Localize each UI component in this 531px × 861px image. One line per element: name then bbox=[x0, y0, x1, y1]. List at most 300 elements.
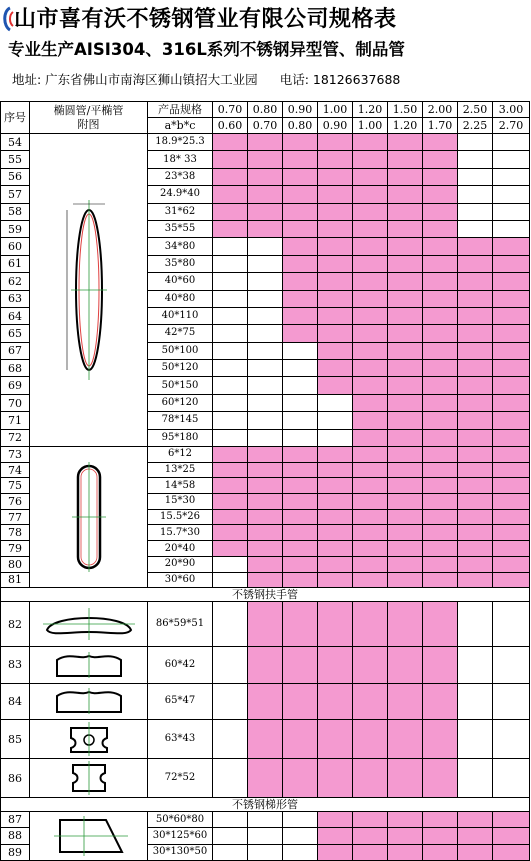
unavailable-cell bbox=[213, 342, 248, 359]
available-cell bbox=[493, 429, 530, 446]
available-cell bbox=[388, 828, 423, 844]
available-cell bbox=[423, 255, 458, 272]
table-row bbox=[1, 647, 530, 683]
row-spec: 40*80 bbox=[148, 290, 213, 307]
available-cell bbox=[353, 602, 388, 647]
available-cell bbox=[213, 168, 248, 185]
available-cell bbox=[388, 394, 423, 411]
col-figure-line2: 附图 bbox=[77, 117, 100, 131]
available-cell bbox=[423, 186, 458, 203]
available-cell bbox=[423, 812, 458, 828]
row-spec: 15.5*26 bbox=[148, 509, 213, 525]
row-seq: 81 bbox=[1, 572, 30, 588]
available-cell bbox=[423, 720, 458, 759]
available-cell bbox=[458, 509, 493, 525]
unavailable-cell bbox=[318, 429, 353, 446]
available-cell bbox=[248, 720, 283, 759]
available-cell bbox=[318, 844, 353, 860]
available-cell bbox=[423, 151, 458, 168]
available-cell bbox=[248, 494, 283, 510]
available-cell bbox=[423, 556, 458, 572]
row-seq: 89 bbox=[1, 844, 30, 860]
thickness-bottom: 0.80 bbox=[283, 118, 318, 134]
available-cell bbox=[423, 307, 458, 324]
available-cell bbox=[353, 203, 388, 220]
available-cell bbox=[318, 255, 353, 272]
unavailable-cell bbox=[458, 203, 493, 220]
available-cell bbox=[283, 186, 318, 203]
available-cell bbox=[318, 377, 353, 394]
available-cell bbox=[423, 342, 458, 359]
row-spec: 24.9*40 bbox=[148, 186, 213, 203]
available-cell bbox=[493, 447, 530, 463]
available-cell bbox=[458, 307, 493, 324]
available-cell bbox=[423, 360, 458, 377]
col-seq-header: 序号 bbox=[1, 102, 30, 134]
unavailable-cell bbox=[458, 168, 493, 185]
available-cell bbox=[283, 647, 318, 683]
available-cell bbox=[493, 844, 530, 860]
thickness-top: 1.00 bbox=[318, 102, 353, 118]
unavailable-cell bbox=[283, 394, 318, 411]
unavailable-cell bbox=[213, 647, 248, 683]
available-cell bbox=[353, 572, 388, 588]
row-seq: 77 bbox=[1, 509, 30, 525]
row-spec: 42*75 bbox=[148, 325, 213, 342]
available-cell bbox=[248, 556, 283, 572]
available-cell bbox=[353, 168, 388, 185]
table-row bbox=[1, 447, 530, 463]
row-spec: 65*47 bbox=[148, 683, 213, 719]
available-cell bbox=[388, 541, 423, 557]
row-seq: 73 bbox=[1, 447, 30, 463]
available-cell bbox=[493, 342, 530, 359]
available-cell bbox=[353, 720, 388, 759]
available-cell bbox=[353, 429, 388, 446]
unavailable-cell bbox=[493, 683, 530, 719]
flat-oval-tube-diagram bbox=[64, 458, 114, 576]
available-cell bbox=[388, 509, 423, 525]
available-cell bbox=[318, 307, 353, 324]
available-cell bbox=[353, 447, 388, 463]
available-cell bbox=[423, 134, 458, 151]
figure-cell bbox=[30, 812, 148, 861]
available-cell bbox=[388, 255, 423, 272]
available-cell bbox=[353, 325, 388, 342]
available-cell bbox=[493, 541, 530, 557]
unavailable-cell bbox=[248, 429, 283, 446]
available-cell bbox=[353, 494, 388, 510]
available-cell bbox=[318, 572, 353, 588]
available-cell bbox=[388, 602, 423, 647]
available-cell bbox=[283, 602, 318, 647]
available-cell bbox=[283, 307, 318, 324]
row-spec: 34*80 bbox=[148, 238, 213, 255]
available-cell bbox=[283, 478, 318, 494]
unavailable-cell bbox=[213, 307, 248, 324]
available-cell bbox=[318, 220, 353, 237]
available-cell bbox=[318, 478, 353, 494]
available-cell bbox=[493, 377, 530, 394]
available-cell bbox=[388, 447, 423, 463]
available-cell bbox=[318, 462, 353, 478]
available-cell bbox=[248, 759, 283, 798]
oval-tube-diagram bbox=[59, 190, 119, 390]
row-seq: 56 bbox=[1, 168, 30, 185]
available-cell bbox=[388, 812, 423, 828]
available-cell bbox=[458, 525, 493, 541]
unavailable-cell bbox=[213, 828, 248, 844]
figure-cell bbox=[30, 720, 148, 759]
row-seq: 60 bbox=[1, 238, 30, 255]
thickness-bottom: 1.00 bbox=[353, 118, 388, 134]
available-cell bbox=[493, 255, 530, 272]
row-seq: 67 bbox=[1, 342, 30, 359]
available-cell bbox=[283, 541, 318, 557]
col-figure-header bbox=[30, 102, 148, 134]
available-cell bbox=[283, 203, 318, 220]
figure-cell bbox=[30, 602, 148, 647]
available-cell bbox=[353, 478, 388, 494]
available-cell bbox=[458, 812, 493, 828]
available-cell bbox=[388, 647, 423, 683]
available-cell bbox=[423, 325, 458, 342]
unavailable-cell bbox=[213, 572, 248, 588]
available-cell bbox=[353, 647, 388, 683]
available-cell bbox=[248, 447, 283, 463]
available-cell bbox=[283, 556, 318, 572]
row-spec: 50*120 bbox=[148, 360, 213, 377]
table-row bbox=[1, 134, 530, 151]
unavailable-cell bbox=[248, 844, 283, 860]
available-cell bbox=[458, 377, 493, 394]
available-cell bbox=[353, 541, 388, 557]
col-figure-line1: 椭圆管/平椭管 bbox=[53, 104, 124, 118]
available-cell bbox=[283, 325, 318, 342]
unavailable-cell bbox=[213, 844, 248, 860]
available-cell bbox=[493, 238, 530, 255]
unavailable-cell bbox=[493, 647, 530, 683]
available-cell bbox=[318, 290, 353, 307]
available-cell bbox=[318, 602, 353, 647]
available-cell bbox=[388, 186, 423, 203]
unavailable-cell bbox=[283, 429, 318, 446]
thickness-top: 0.80 bbox=[248, 102, 283, 118]
thickness-bottom: 1.20 bbox=[388, 118, 423, 134]
available-cell bbox=[423, 203, 458, 220]
available-cell bbox=[423, 377, 458, 394]
row-spec: 63*43 bbox=[148, 720, 213, 759]
available-cell bbox=[248, 134, 283, 151]
available-cell bbox=[423, 828, 458, 844]
unavailable-cell bbox=[493, 602, 530, 647]
available-cell bbox=[423, 602, 458, 647]
unavailable-cell bbox=[493, 186, 530, 203]
available-cell bbox=[423, 220, 458, 237]
row-spec: 30*125*60 bbox=[148, 828, 213, 844]
page-title: 山市喜有沃不锈钢管业有限公司规格表 bbox=[14, 6, 397, 32]
unavailable-cell bbox=[283, 377, 318, 394]
row-seq: 75 bbox=[1, 478, 30, 494]
handrail-profile-b-diagram bbox=[39, 650, 139, 680]
available-cell bbox=[248, 203, 283, 220]
available-cell bbox=[213, 462, 248, 478]
available-cell bbox=[213, 447, 248, 463]
available-cell bbox=[283, 572, 318, 588]
table-row bbox=[1, 602, 530, 647]
row-spec: 50*60*80 bbox=[148, 812, 213, 828]
available-cell bbox=[213, 494, 248, 510]
row-seq: 76 bbox=[1, 494, 30, 510]
row-spec: 60*120 bbox=[148, 394, 213, 411]
unavailable-cell bbox=[493, 134, 530, 151]
row-seq: 58 bbox=[1, 203, 30, 220]
available-cell bbox=[388, 844, 423, 860]
available-cell bbox=[423, 844, 458, 860]
available-cell bbox=[458, 429, 493, 446]
address-text: 地址: 广东省佛山市南海区狮山镇招大工业园 bbox=[12, 72, 258, 87]
thickness-bottom: 2.25 bbox=[458, 118, 493, 134]
unavailable-cell bbox=[213, 360, 248, 377]
available-cell bbox=[318, 541, 353, 557]
row-spec: 18.9*25.3 bbox=[148, 134, 213, 151]
available-cell bbox=[458, 360, 493, 377]
unavailable-cell bbox=[458, 602, 493, 647]
available-cell bbox=[493, 325, 530, 342]
available-cell bbox=[493, 478, 530, 494]
available-cell bbox=[318, 360, 353, 377]
available-cell bbox=[493, 828, 530, 844]
row-seq: 54 bbox=[1, 134, 30, 151]
available-cell bbox=[458, 478, 493, 494]
section-title: 不锈钢扶手管 bbox=[1, 588, 530, 602]
available-cell bbox=[388, 290, 423, 307]
available-cell bbox=[423, 429, 458, 446]
available-cell bbox=[423, 447, 458, 463]
row-spec: 40*60 bbox=[148, 273, 213, 290]
available-cell bbox=[493, 360, 530, 377]
thickness-bottom: 0.90 bbox=[318, 118, 353, 134]
unavailable-cell bbox=[283, 360, 318, 377]
row-spec: 50*150 bbox=[148, 377, 213, 394]
available-cell bbox=[283, 134, 318, 151]
section-row bbox=[1, 588, 530, 602]
available-cell bbox=[423, 412, 458, 429]
unavailable-cell bbox=[458, 647, 493, 683]
available-cell bbox=[213, 509, 248, 525]
available-cell bbox=[318, 168, 353, 185]
available-cell bbox=[388, 220, 423, 237]
available-cell bbox=[423, 462, 458, 478]
available-cell bbox=[318, 238, 353, 255]
available-cell bbox=[388, 238, 423, 255]
available-cell bbox=[423, 572, 458, 588]
unavailable-cell bbox=[458, 720, 493, 759]
unavailable-cell bbox=[248, 812, 283, 828]
thickness-bottom: 2.70 bbox=[493, 118, 530, 134]
available-cell bbox=[353, 307, 388, 324]
unavailable-cell bbox=[213, 394, 248, 411]
row-spec: 13*25 bbox=[148, 462, 213, 478]
available-cell bbox=[318, 447, 353, 463]
unavailable-cell bbox=[248, 828, 283, 844]
available-cell bbox=[248, 220, 283, 237]
table-row bbox=[1, 759, 530, 798]
row-seq: 85 bbox=[1, 720, 30, 759]
available-cell bbox=[493, 812, 530, 828]
handrail-profile-a-diagram bbox=[39, 602, 139, 646]
available-cell bbox=[213, 478, 248, 494]
available-cell bbox=[318, 525, 353, 541]
unavailable-cell bbox=[493, 759, 530, 798]
available-cell bbox=[493, 556, 530, 572]
available-cell bbox=[353, 220, 388, 237]
row-seq: 64 bbox=[1, 307, 30, 324]
available-cell bbox=[493, 307, 530, 324]
unavailable-cell bbox=[283, 844, 318, 860]
available-cell bbox=[213, 220, 248, 237]
unavailable-cell bbox=[213, 255, 248, 272]
available-cell bbox=[353, 525, 388, 541]
section-title: 不锈钢梯形管 bbox=[1, 798, 530, 812]
unavailable-cell bbox=[213, 412, 248, 429]
available-cell bbox=[318, 273, 353, 290]
row-seq: 63 bbox=[1, 290, 30, 307]
available-cell bbox=[318, 759, 353, 798]
available-cell bbox=[318, 342, 353, 359]
row-spec: 15.7*30 bbox=[148, 525, 213, 541]
available-cell bbox=[248, 647, 283, 683]
available-cell bbox=[213, 134, 248, 151]
unavailable-cell bbox=[248, 238, 283, 255]
available-cell bbox=[353, 255, 388, 272]
table-row bbox=[1, 683, 530, 719]
row-spec: 78*145 bbox=[148, 412, 213, 429]
row-seq: 61 bbox=[1, 255, 30, 272]
available-cell bbox=[353, 844, 388, 860]
unavailable-cell bbox=[458, 220, 493, 237]
available-cell bbox=[388, 325, 423, 342]
available-cell bbox=[283, 525, 318, 541]
unavailable-cell bbox=[213, 325, 248, 342]
available-cell bbox=[248, 572, 283, 588]
figure-cell bbox=[30, 447, 148, 588]
available-cell bbox=[493, 525, 530, 541]
figure-cell bbox=[30, 683, 148, 719]
available-cell bbox=[353, 556, 388, 572]
unavailable-cell bbox=[248, 273, 283, 290]
thickness-top: 2.00 bbox=[423, 102, 458, 118]
row-spec: 31*62 bbox=[148, 203, 213, 220]
contact-line bbox=[12, 70, 400, 88]
thickness-top: 2.50 bbox=[458, 102, 493, 118]
row-seq: 70 bbox=[1, 394, 30, 411]
available-cell bbox=[318, 494, 353, 510]
unavailable-cell bbox=[213, 759, 248, 798]
figure-cell bbox=[30, 759, 148, 798]
row-seq: 82 bbox=[1, 602, 30, 647]
available-cell bbox=[458, 572, 493, 588]
row-seq: 78 bbox=[1, 525, 30, 541]
thickness-top: 1.50 bbox=[388, 102, 423, 118]
unavailable-cell bbox=[458, 683, 493, 719]
row-spec: 6*12 bbox=[148, 447, 213, 463]
row-spec: 40*110 bbox=[148, 307, 213, 324]
available-cell bbox=[388, 683, 423, 719]
available-cell bbox=[353, 134, 388, 151]
available-cell bbox=[493, 494, 530, 510]
available-cell bbox=[318, 647, 353, 683]
available-cell bbox=[318, 203, 353, 220]
available-cell bbox=[388, 377, 423, 394]
unavailable-cell bbox=[213, 812, 248, 828]
unavailable-cell bbox=[493, 720, 530, 759]
unavailable-cell bbox=[213, 273, 248, 290]
available-cell bbox=[388, 478, 423, 494]
available-cell bbox=[248, 151, 283, 168]
row-seq: 83 bbox=[1, 647, 30, 683]
unavailable-cell bbox=[248, 290, 283, 307]
col-spec-subheader: a*b*c bbox=[148, 118, 213, 134]
available-cell bbox=[458, 273, 493, 290]
header-row-top bbox=[1, 102, 530, 118]
row-seq: 88 bbox=[1, 828, 30, 844]
available-cell bbox=[388, 462, 423, 478]
row-seq: 87 bbox=[1, 812, 30, 828]
available-cell bbox=[388, 494, 423, 510]
trapezoid-tube-diagram bbox=[44, 812, 134, 860]
row-spec: 35*80 bbox=[148, 255, 213, 272]
available-cell bbox=[493, 509, 530, 525]
available-cell bbox=[423, 273, 458, 290]
available-cell bbox=[318, 186, 353, 203]
available-cell bbox=[353, 342, 388, 359]
figure-cell bbox=[30, 134, 148, 447]
available-cell bbox=[493, 572, 530, 588]
available-cell bbox=[248, 168, 283, 185]
available-cell bbox=[248, 525, 283, 541]
row-spec: 50*100 bbox=[148, 342, 213, 359]
table-row bbox=[1, 812, 530, 828]
row-seq: 74 bbox=[1, 462, 30, 478]
available-cell bbox=[493, 394, 530, 411]
thickness-top: 3.00 bbox=[493, 102, 530, 118]
available-cell bbox=[388, 360, 423, 377]
available-cell bbox=[353, 394, 388, 411]
available-cell bbox=[353, 812, 388, 828]
row-seq: 55 bbox=[1, 151, 30, 168]
available-cell bbox=[458, 238, 493, 255]
spec-table-body bbox=[1, 102, 530, 861]
unavailable-cell bbox=[248, 360, 283, 377]
unavailable-cell bbox=[458, 759, 493, 798]
available-cell bbox=[388, 525, 423, 541]
available-cell bbox=[248, 541, 283, 557]
row-seq: 69 bbox=[1, 377, 30, 394]
available-cell bbox=[318, 134, 353, 151]
available-cell bbox=[493, 290, 530, 307]
row-seq: 79 bbox=[1, 541, 30, 557]
unavailable-cell bbox=[318, 394, 353, 411]
available-cell bbox=[283, 509, 318, 525]
available-cell bbox=[423, 168, 458, 185]
thickness-top: 0.70 bbox=[213, 102, 248, 118]
row-spec: 30*130*50 bbox=[148, 844, 213, 860]
available-cell bbox=[388, 759, 423, 798]
available-cell bbox=[458, 255, 493, 272]
available-cell bbox=[388, 134, 423, 151]
available-cell bbox=[283, 273, 318, 290]
